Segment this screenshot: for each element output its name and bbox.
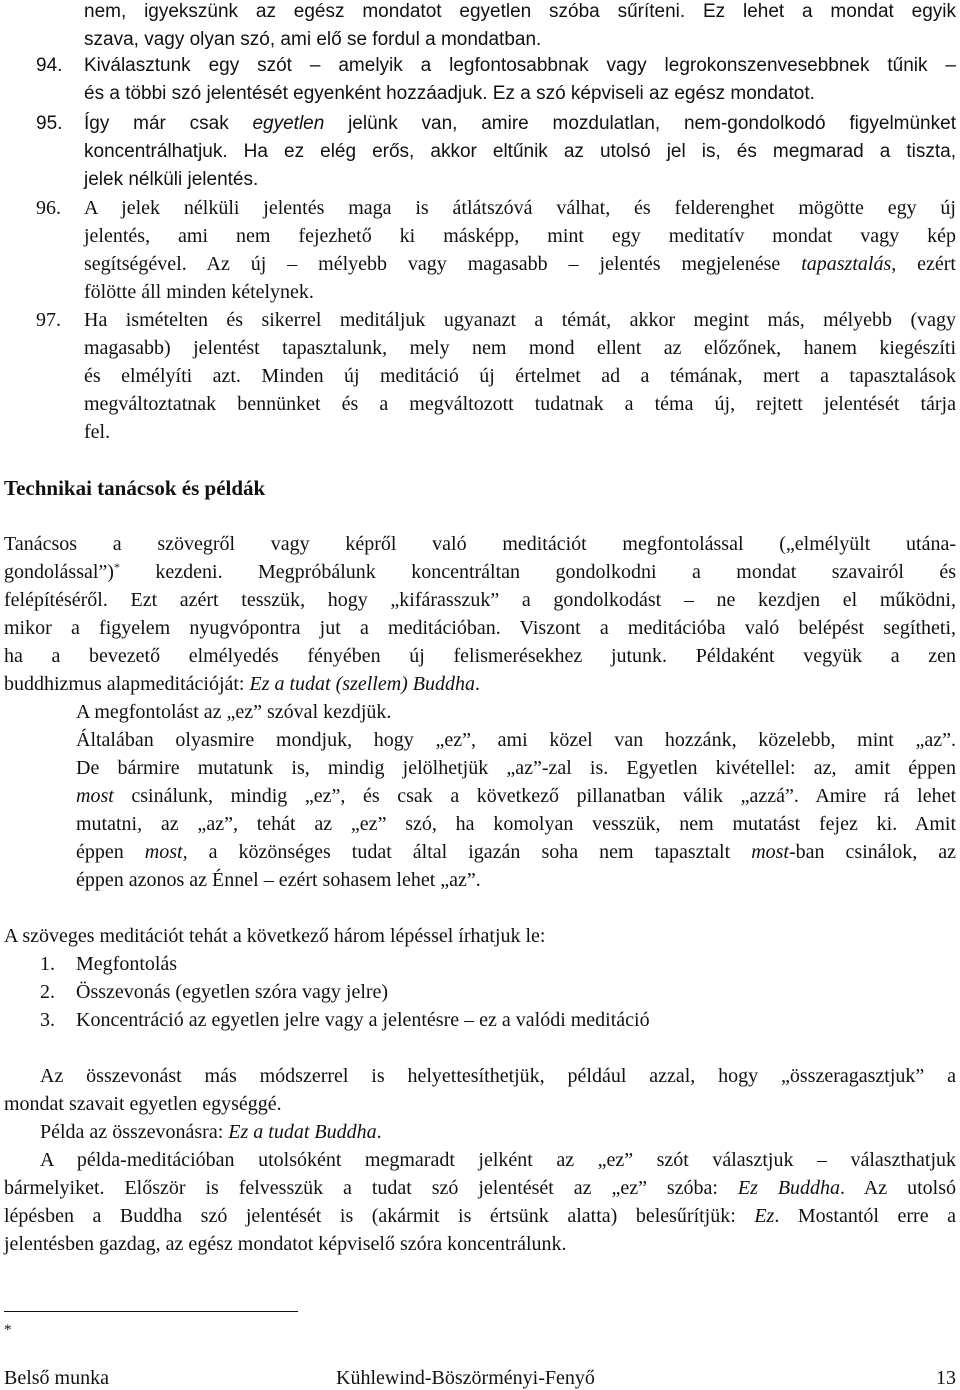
paragraph-line: jelek nélküli jelentés. <box>84 169 259 190</box>
paragraph-text: buddhizmus alapmeditációját: <box>4 673 250 695</box>
paragraph-text: Így már csak <box>84 113 253 134</box>
paragraph-text: a közönséges tudat által igazán soha nem tapasztalt <box>187 841 752 863</box>
paragraph-94 <box>36 52 956 80</box>
paragraph-text: Kiválasztunk egy szót – amelyik a legfontosabbnak vagy legrokonszenvesebbnek tűnik – <box>84 55 956 76</box>
paragraph-text: éppen <box>76 841 145 863</box>
paragraph-line <box>4 670 956 698</box>
list-text: Megfontolás <box>76 953 178 975</box>
paragraph-line <box>4 558 956 586</box>
list-item <box>40 1006 956 1034</box>
paragraph-text: Ha ismételten és sikerrel meditáljuk ugyanazt a témát, akkor megint más, mélyebb (vagy <box>84 309 956 331</box>
example-line: mutatni, az „az”, tehát az „ez” szó, ha komolyan vesszük, nem mutatást fejez ki. Amit <box>76 813 956 835</box>
paragraph-line: Tanácsos a szövegről vagy képről való meditációt megfontolással („elmélyült utána- <box>4 533 956 555</box>
list-text: Koncentráció az egyetlen jelre vagy a jelentésre – ez a valódi meditáció <box>76 1009 650 1031</box>
paragraph-text: bármelyiket. Először is felvesszük a tudat szó jelentését az „ez” szóba: <box>4 1177 738 1199</box>
emphasis-text: tapasztalás <box>801 253 892 275</box>
paragraph-text: lépésben a Buddha szó jelentését is (akármit is értsünk alatta) belesűrítjük: <box>4 1205 755 1227</box>
paragraph-line: Az összevonást más módszerrel is helyettesíthetjük, például azzal, hogy „összeragasztjuk” a <box>40 1065 956 1087</box>
paragraph-text: csinálunk, mindig „ez”, és csak a következő pillanatban válik „azzá”. Amire rá lehet <box>113 785 956 807</box>
paragraph-text: jelünk van, amire mozdulatlan, nem-gondolkodó figyelmünket <box>324 113 956 134</box>
paragraph-text: kezdeni. Megpróbálunk koncentráltan gondolkodni a mondat szavairól és <box>119 561 956 583</box>
section-heading: Technikai tanácsok és példák <box>4 476 266 500</box>
paragraph-number: 95. <box>36 113 63 134</box>
emphasis-text: Ez a tudat (szellem) Buddha <box>249 673 476 695</box>
paragraph-line <box>4 1202 956 1230</box>
emphasis-text: most, <box>144 841 188 863</box>
paragraph-line: mondat szavait egyetlen egységgé. <box>4 1093 282 1115</box>
footnote-reference[interactable]: * <box>113 560 120 574</box>
example-line: A megfontolást az „ez” szóval kezdjük. <box>76 701 392 723</box>
paragraph-line: fölötte áll minden kételynek. <box>84 281 314 303</box>
footer-authors: Kühlewind-Böszörményi-Fenyő <box>336 1367 595 1389</box>
list-item <box>40 978 956 1006</box>
example-line: Általában olyasmire mondjuk, hogy „ez”, ami közel van hozzánk, közelebb, mint „az”. <box>76 729 956 751</box>
paragraph-line <box>84 250 956 278</box>
list-item <box>40 950 956 978</box>
example-line <box>76 838 956 866</box>
paragraph-number: 94. <box>36 55 63 76</box>
emphasis-text: egyetlen <box>252 113 325 134</box>
paragraph-line: szava, vagy olyan szó, ami elő se fordul a mondatban. <box>84 29 542 50</box>
paragraph-line: felépítéséről. Ezt azért tesszük, hogy „kifárasszuk” a gondolkodást – ne kezdjen el működni, <box>4 589 956 611</box>
paragraph-text: -ban csinálok, az <box>788 841 956 863</box>
paragraph-text: . Mostantól erre a <box>774 1205 956 1227</box>
emphasis-text: most <box>751 841 789 863</box>
paragraph-text: . <box>475 673 481 695</box>
paragraph-line <box>40 1118 956 1146</box>
steps-intro: A szöveges meditációt tehát a következő három lépéssel írhatjuk le: <box>4 925 546 947</box>
paragraph-line: és a többi szó jelentését egyenként hozzáadjuk. Ez a szó képviseli az egész mondatot. <box>84 83 815 104</box>
emphasis-text: Ez <box>754 1205 775 1227</box>
paragraph-text: . <box>376 1121 382 1143</box>
footnote-separator <box>4 1311 298 1312</box>
paragraph-text: Példa az összevonásra: <box>40 1121 229 1143</box>
paragraph-line: ha a bevezető elmélyedés fényében új felismerésekhez jutunk. Példaként vegyük a zen <box>4 645 956 667</box>
paragraph-line: nem, igyekszünk az egész mondatot egyetlen szóba sűríteni. Ez lehet a mondat egyik <box>84 1 956 22</box>
paragraph-line: és elmélyíti azt. Minden új meditáció új értelmet ad a témának, mert a tapasztalások <box>84 365 956 387</box>
paragraph-line: koncentrálhatjuk. Ha ez elég erős, akkor eltűnik az utolsó jel is, és megmarad a tiszta, <box>84 141 956 162</box>
paragraph-number: 96. <box>36 197 61 219</box>
paragraph-line <box>4 1174 956 1202</box>
emphasis-text: Ez Buddha <box>737 1177 841 1199</box>
example-line: éppen azonos az Énnel – ezért sohasem lehet „az”. <box>76 869 481 891</box>
list-number: 1. <box>40 953 55 975</box>
paragraph-text: gondolással”) <box>4 561 114 583</box>
example-line: De bármire mutatunk is, mindig jelölhetjük „az”-zal is. Egyetlen kivétellel: az, amit éppen <box>76 757 956 779</box>
paragraph-line: A példa-meditációban utolsóként megmaradt jelként az „ez” szót választjuk – választhatjuk <box>40 1149 956 1171</box>
paragraph-text: , ezért <box>891 253 956 275</box>
list-text: Összevonás (egyetlen szóra vagy jelre) <box>76 981 389 1003</box>
paragraph-line: mikor a figyelem nyugvópontra jut a meditációban. Viszont a meditációba való belépést segítheti, <box>4 617 956 639</box>
example-line <box>76 782 956 810</box>
paragraph-line: jelentés, ami nem fejezhető ki másképp, mint egy meditatív mondat vagy kép <box>84 225 956 247</box>
paragraph-line: jelentésben gazdag, az egész mondatot képviselő szóra koncentrálunk. <box>4 1233 567 1255</box>
paragraph-text: A jelek nélküli jelentés maga is átlátszóvá válhat, és felderenghet mögötte egy új <box>84 197 956 219</box>
page-number: 13 <box>936 1367 956 1389</box>
list-number: 3. <box>40 1009 55 1031</box>
paragraph-line: megváltoztatnak bennünket és a megváltozott tudatnak a téma új, rejtett jelentését tárja <box>84 393 956 415</box>
paragraph-97 <box>36 306 956 334</box>
paragraph-95 <box>36 110 956 138</box>
emphasis-text: Ez a tudat Buddha <box>228 1121 377 1143</box>
list-number: 2. <box>40 981 55 1003</box>
paragraph-text: . Az utolsó <box>840 1177 957 1199</box>
paragraph-text: segítségével. Az új – mélyebb vagy magasabb – jelentés megjelenése <box>84 253 802 275</box>
footer-title: Belső munka <box>4 1367 109 1389</box>
paragraph-line: fel. <box>84 421 111 443</box>
paragraph-line: magasabb) jelentést tapasztalunk, mely nem mond ellent az előzőnek, hanem kiegészíti <box>84 337 956 359</box>
paragraph-96 <box>36 194 956 222</box>
paragraph-number: 97. <box>36 309 61 331</box>
footnote-marker: * <box>4 1322 12 1338</box>
emphasis-text: most <box>76 785 114 807</box>
